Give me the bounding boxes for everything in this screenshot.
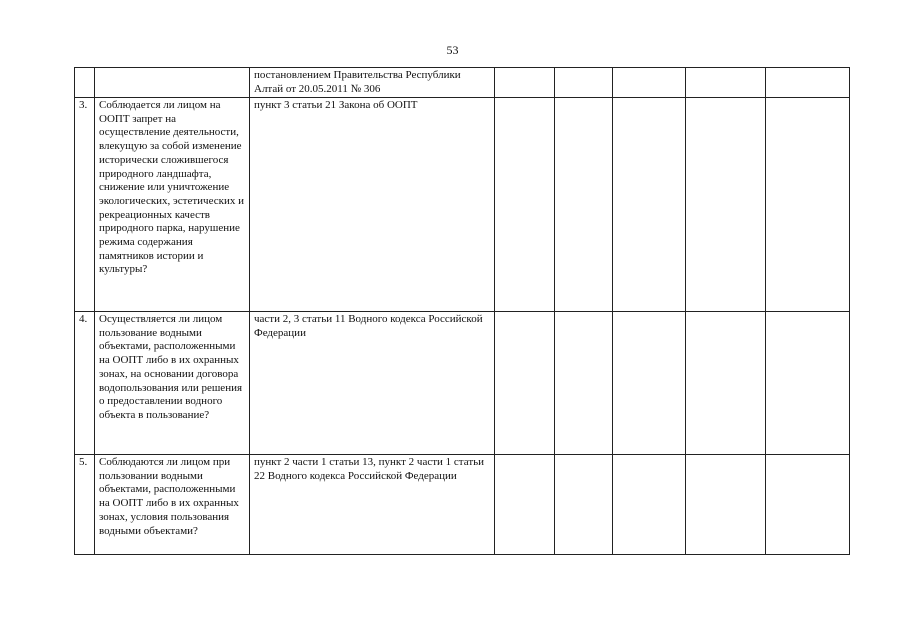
reference-cell: пункт 2 части 1 статьи 13, пункт 2 части 1 статьи 22 Водного кодекса Российской Федерации <box>250 455 495 555</box>
row-number: 5. <box>75 455 95 555</box>
table-row <box>75 68 850 98</box>
question-cell <box>95 68 250 98</box>
reference-cell: части 2, 3 статьи 11 Водного кодекса Российской Федерации <box>250 312 495 455</box>
empty-cell <box>495 312 555 455</box>
empty-cell <box>495 98 555 312</box>
empty-cell <box>686 98 766 312</box>
table-row <box>75 455 850 555</box>
table-row <box>75 98 850 312</box>
empty-cell <box>555 455 613 555</box>
empty-cell <box>766 455 850 555</box>
empty-cell <box>613 98 686 312</box>
table-row <box>75 312 850 455</box>
empty-cell <box>686 68 766 98</box>
empty-cell <box>495 455 555 555</box>
empty-cell <box>555 68 613 98</box>
row-number <box>75 68 95 98</box>
empty-cell <box>766 68 850 98</box>
checklist-table <box>74 67 850 555</box>
question-cell: Соблюдается ли лицом на ООПТ запрет на осуществление деятельности, влекущую за собой изменение исторически сложившегося природного ландшафта, снижение или уничтожение экологических, эстетических и рекреационных качеств природного парка, нарушение режима содержания памятников истории и культуры? <box>95 98 250 312</box>
reference-cell: пункт 3 статьи 21 Закона об ООПТ <box>250 98 495 312</box>
empty-cell <box>613 455 686 555</box>
empty-cell <box>686 455 766 555</box>
reference-cell: постановлением Правительства Республики Алтай от 20.05.2011 № 306 <box>250 68 495 98</box>
empty-cell <box>766 98 850 312</box>
empty-cell <box>613 68 686 98</box>
page-number: 53 <box>446 43 459 57</box>
question-cell: Соблюдаются ли лицом при пользовании водными объектами, расположенными на ООПТ либо в их охранных зонах, условия пользования водными объектами? <box>95 455 250 555</box>
row-number: 4. <box>75 312 95 455</box>
empty-cell <box>686 312 766 455</box>
empty-cell <box>495 68 555 98</box>
row-number: 3. <box>75 98 95 312</box>
question-cell: Осуществляется ли лицом пользование водными объектами, расположенными на ООПТ либо в их охранных зонах, на основании договора водопользования или решения о предоставлении водного объекта в пользование? <box>95 312 250 455</box>
empty-cell <box>555 312 613 455</box>
empty-cell <box>613 312 686 455</box>
empty-cell <box>766 312 850 455</box>
empty-cell <box>555 98 613 312</box>
